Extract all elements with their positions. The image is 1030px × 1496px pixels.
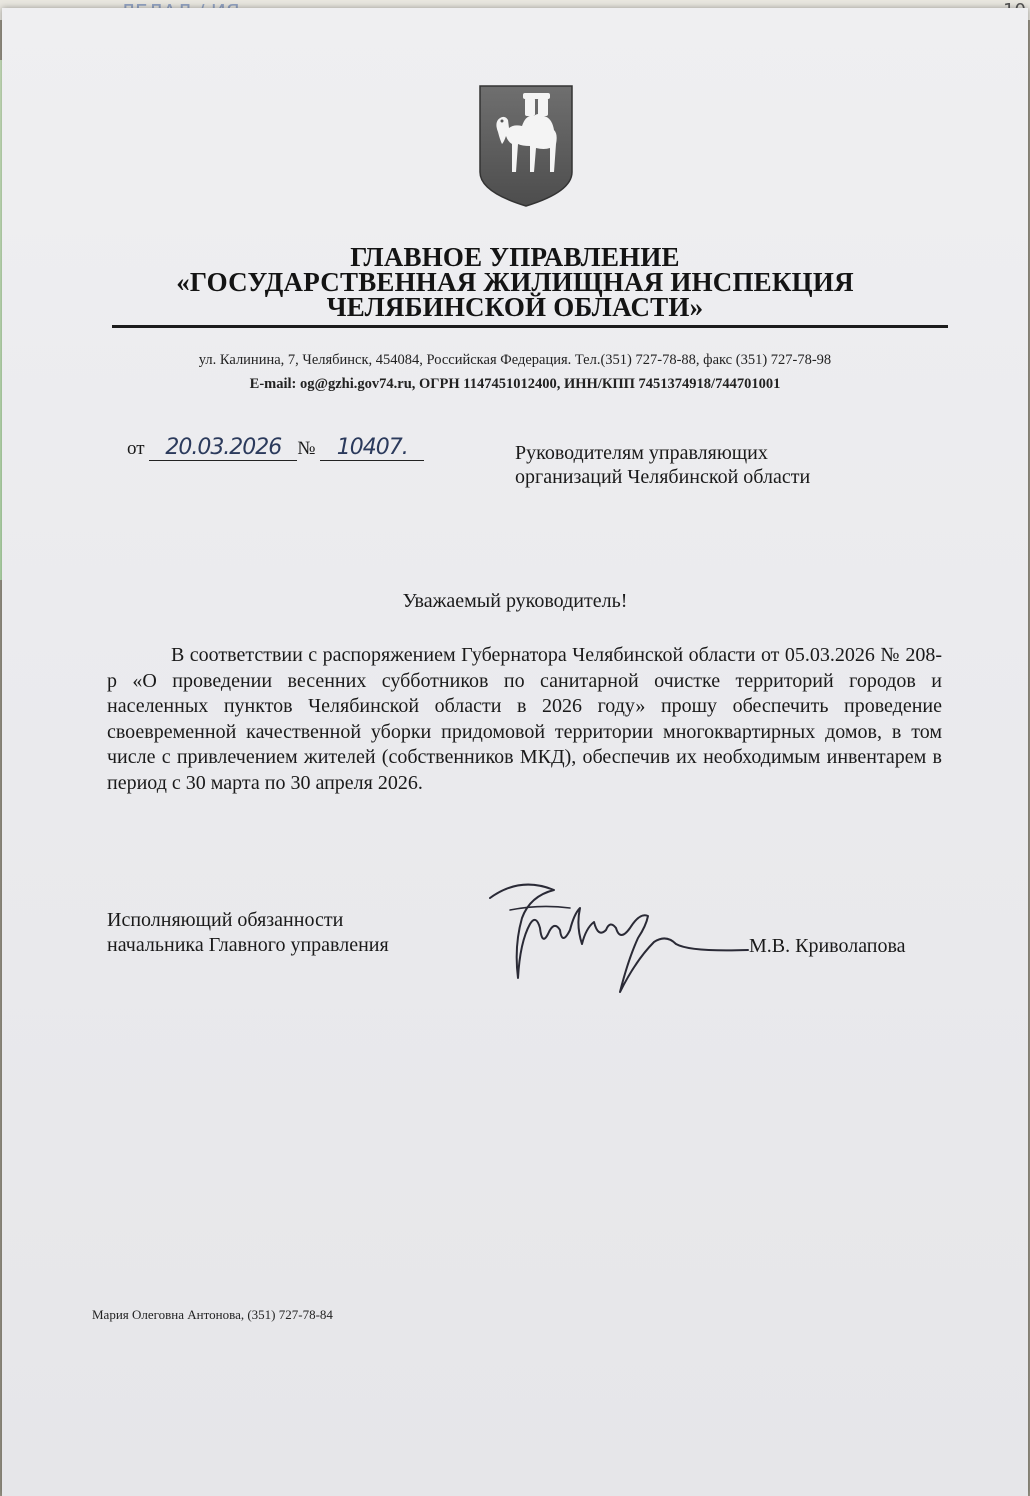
- signatory-title-line1: Исполняющий обязанности: [107, 909, 344, 931]
- letter-body: В соответствии с распоряжением Губернатора Челябинской области от 05.03.2026 № 208-р «О проведении весенних субботников по санитарной очистке территорий городов и населенных пунктов Челябинской области в 2026 году» прошу обеспечить проведение своевременной качественной уборки придомовой территории многоквартирных домов, в том числе с привлечением жителей (собственников МКД), обеспечив их необходимым инвентарем в период с 30 марта по 30 апреля 2026.: [107, 644, 942, 794]
- registration-date: 20.03.2026: [149, 436, 297, 461]
- addressee: [515, 441, 810, 489]
- registration-line: [127, 436, 424, 461]
- executor-contact: Мария Олеговна Антонова, (351) 727-78-84: [92, 1307, 333, 1322]
- signatory-title-line2: начальника Главного управления: [107, 934, 389, 956]
- addressee-line2: организаций Челябинской области: [515, 466, 811, 488]
- signatory-name: М.В. Криволапова: [749, 935, 906, 957]
- salutation: Уважаемый руководитель!: [402, 590, 628, 612]
- org-name-line2: «ГОСУДАРСТВЕННАЯ ЖИЛИЩНАЯ ИНСПЕКЦИЯ: [176, 267, 854, 297]
- org-email-requisites: E-mail: og@gzhi.gov74.ru, ОГРН 1147451012400, ИНН/КПП 7451374918/744701001: [249, 376, 781, 392]
- org-address: ул. Калинина, 7, Челябинск, 454084, Российская Федерация. Тел.(351) 727-78-88, факс (351) 727-78-98: [198, 352, 832, 368]
- addressee-line1: Руководителям управляющих: [515, 442, 768, 464]
- handwritten-signature-icon: [470, 868, 750, 1008]
- camel-emblem-icon: [478, 84, 574, 208]
- signatory-title: [107, 908, 389, 958]
- registration-number: 10407.: [320, 436, 424, 461]
- number-label: №: [297, 438, 316, 459]
- from-label: от: [127, 438, 145, 459]
- org-name-line3: ЧЕЛЯБИНСКОЙ ОБЛАСТИ»: [326, 292, 704, 322]
- header-divider: [112, 325, 948, 328]
- org-name-line1: ГЛАВНОЕ УПРАВЛЕНИЕ: [350, 242, 680, 272]
